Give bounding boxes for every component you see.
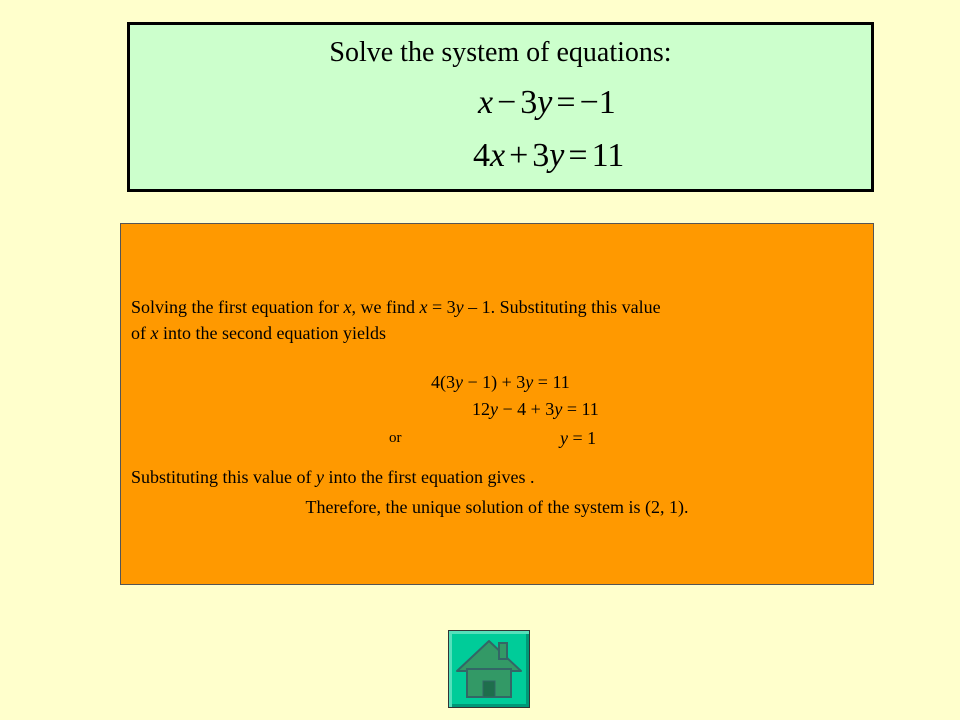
work-equation-2-part-c: − 4 + 3: [498, 399, 555, 419]
equation-2-rhs: 11: [591, 137, 625, 174]
equation-2: [473, 136, 624, 176]
home-button[interactable]: [448, 630, 530, 708]
answer-line-1-part-g: – 1. Substituting this value: [463, 297, 661, 317]
equation-1-operator: −: [497, 84, 517, 121]
work-equation-2-var-y: y: [490, 399, 498, 419]
question-box: [127, 22, 874, 192]
equation-1-x: x: [478, 84, 494, 121]
answer-line-3-var-y: y: [316, 467, 325, 487]
answer-line-3-part-c: into the first equation gives .: [324, 467, 535, 487]
work-equation-1-part-c: − 1) + 3: [463, 372, 526, 392]
answer-line-2-var-x: x: [150, 323, 159, 343]
equation-2-coefficient-y: 3: [532, 137, 550, 174]
answer-line-2: [131, 320, 386, 346]
work-equation-3-var-y: y: [560, 428, 568, 448]
work-equation-1: [431, 370, 570, 394]
work-equation-1-var-y-2: y: [525, 372, 534, 392]
equation-2-y: y: [549, 137, 565, 174]
question-title: Solve the system of equations:: [329, 37, 672, 68]
work-equation-3-part-b: = 1: [568, 428, 597, 448]
equation-2-x: x: [490, 137, 506, 174]
work-equation-1-part-a: 4(3: [431, 372, 455, 392]
answer-box: [120, 223, 874, 585]
work-equation-2-var-y-2: y: [554, 399, 563, 419]
answer-line-1-part-a: Solving the first equation for: [131, 297, 344, 317]
answer-line-1: [131, 294, 661, 320]
home-icon: [449, 631, 529, 707]
equation-1: [478, 83, 616, 123]
answer-line-3: [131, 464, 534, 490]
work-equation-2-part-a: 12: [472, 399, 490, 419]
answer-line-1-var-x: x: [343, 297, 352, 317]
equation-1-rhs: −1: [579, 84, 616, 121]
equation-1-coefficient: 3: [520, 84, 538, 121]
equation-1-equals: =: [556, 84, 576, 121]
answer-line-1-part-e: = 3: [427, 297, 456, 317]
equation-2-coefficient-x: 4: [473, 137, 490, 174]
equation-2-operator: +: [509, 137, 529, 174]
answer-line-1-var-x-2: x: [419, 297, 428, 317]
answer-line-1-part-c: , we find: [351, 297, 420, 317]
answer-line-1-var-y: y: [455, 297, 464, 317]
or-label: or: [389, 430, 402, 446]
answer-line-2-part-c: into the second equation yields: [158, 323, 386, 343]
equation-1-y: y: [537, 84, 553, 121]
equation-2-equals: =: [568, 137, 588, 174]
work-equation-3: [560, 426, 596, 450]
work-equation-1-part-e: = 11: [533, 372, 570, 392]
work-equation-1-var-y: y: [455, 372, 463, 392]
answer-line-2-part-a: of: [131, 323, 151, 343]
work-equation-2: [472, 397, 599, 421]
answer-line-3-part-a: Substituting this value of: [131, 467, 317, 487]
work-equation-2-part-e: = 11: [562, 399, 599, 419]
answer-line-4: Therefore, the unique solution of the system is (2, 1).: [305, 497, 689, 517]
